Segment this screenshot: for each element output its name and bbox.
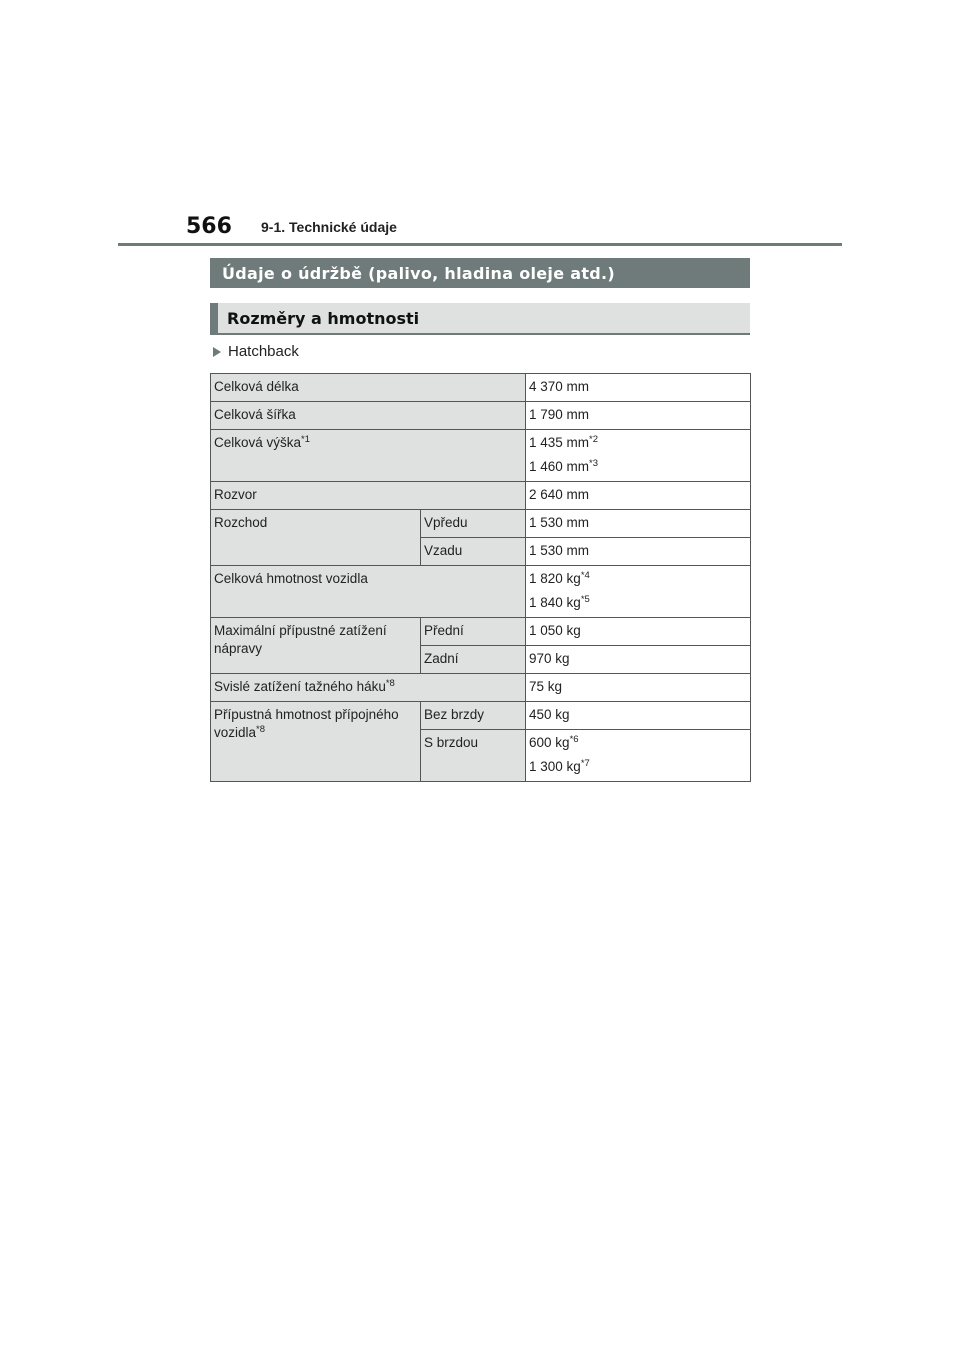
row-value: 1 435 $mm^{*2}$ 1 460 $mm^{*3}$: [526, 430, 751, 482]
row-value: 450 kg: [526, 702, 751, 730]
sub-label: Bez brzdy: [421, 702, 526, 730]
sub-label: Zadní: [421, 646, 526, 674]
table-row: [211, 566, 751, 618]
chapter-heading: 9-1. Technické údaje: [261, 219, 397, 235]
page-number: 566: [186, 214, 232, 239]
variant-heading: [213, 343, 299, 360]
row-label: Celková výška$^{*1}$: [211, 430, 526, 482]
row-label: Celková šířka: [211, 402, 526, 430]
footnote-ref: *5: [580, 594, 590, 605]
subsection-title: Rozměry a hmotnosti: [227, 308, 420, 328]
table-row: [211, 430, 751, 482]
table-row: [211, 618, 751, 646]
sub-label: Vpředu: [421, 510, 526, 538]
variant-label: Hatchback: [228, 343, 299, 360]
table-row: [211, 482, 751, 510]
sub-label: Vzadu: [421, 538, 526, 566]
sub-label: S brzdou: [421, 730, 526, 782]
footnote-ref: *4: [580, 570, 590, 581]
footnote-ref: *6: [569, 734, 579, 745]
row-label: Rozvor: [211, 482, 526, 510]
row-label: Maximální přípustné zatížení nápravy: [211, 618, 421, 674]
row-label: Celková délka: [211, 374, 526, 402]
section-title: Údaje o údržbě (palivo, hladina oleje atd.): [222, 263, 616, 283]
footnote-ref: *8: [385, 678, 395, 689]
sub-label: Přední: [421, 618, 526, 646]
row-value: 2 640 mm: [526, 482, 751, 510]
footnote-ref: *8: [256, 724, 266, 735]
subsection-title-bar: [210, 303, 750, 335]
dimensions-weights-table: [210, 373, 751, 782]
row-label: Přípustná hmotnost přípojného vozidla$^{*8}$: [211, 702, 421, 782]
row-value: 75 kg: [526, 674, 751, 702]
row-label: Svislé zatížení tažného háku$^{*8}$: [211, 674, 526, 702]
row-value: 1 790 mm: [526, 402, 751, 430]
row-value: 1 820 $kg^{*4}$ 1 840 $kg^{*5}$: [526, 566, 751, 618]
row-value: 600 $kg^{*6}$ 1 300 $kg^{*7}$: [526, 730, 751, 782]
row-label: Celková hmotnost vozidla: [211, 566, 526, 618]
section-title-bar: [210, 258, 750, 288]
row-value: 1 530 mm: [526, 510, 751, 538]
row-label: Rozchod: [211, 510, 421, 566]
table-row: [211, 674, 751, 702]
footnote-ref: *2: [589, 434, 599, 445]
triangle-bullet-icon: [213, 347, 221, 357]
header-divider: [118, 243, 842, 246]
table-row: [211, 702, 751, 730]
table-row: [211, 374, 751, 402]
table-row: [211, 510, 751, 538]
row-value: 1 050 kg: [526, 618, 751, 646]
row-value: 1 530 mm: [526, 538, 751, 566]
table-row: [211, 402, 751, 430]
footnote-ref: *3: [589, 458, 599, 469]
row-value: 970 kg: [526, 646, 751, 674]
footnote-ref: *7: [580, 758, 590, 769]
row-value: 4 370 mm: [526, 374, 751, 402]
footnote-ref: *1: [301, 434, 311, 445]
